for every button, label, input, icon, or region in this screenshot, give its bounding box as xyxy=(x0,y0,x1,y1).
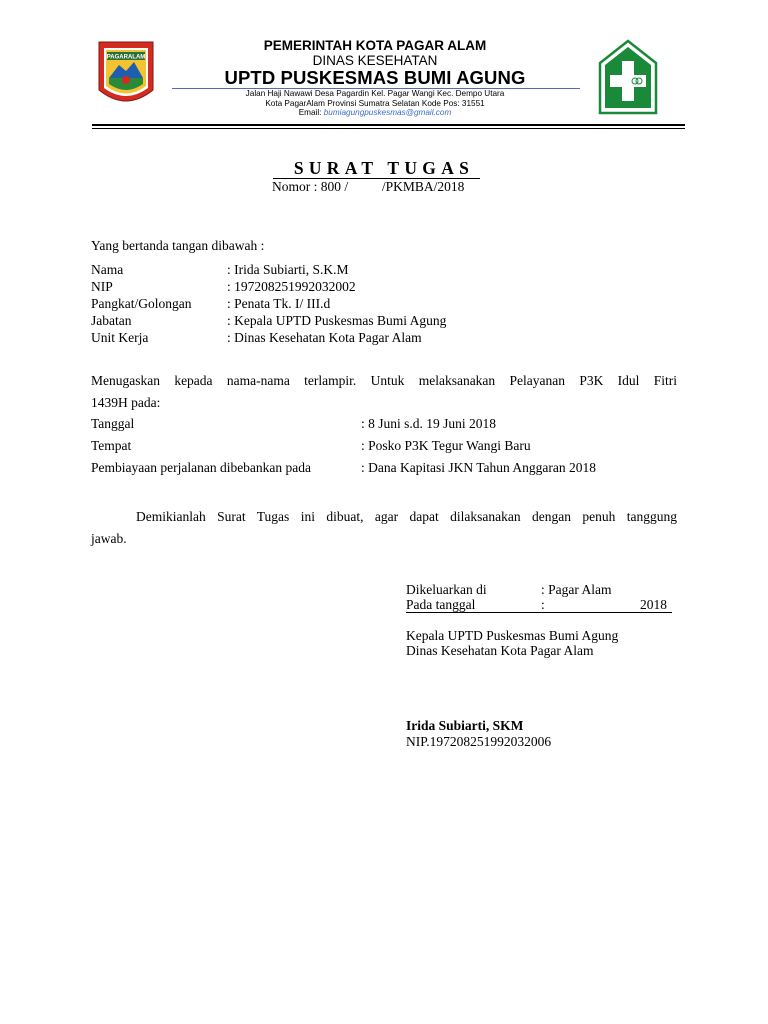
task-value-tanggal: : 8 Juni s.d. 19 Juni 2018 xyxy=(361,416,497,431)
field-value-nama: : Irida Subiarti, S.K.M xyxy=(227,262,349,277)
emblem-lettering: PAGARALAM xyxy=(106,54,146,61)
closing-paragraph-line1: Demikianlah Surat Tugas ini dibuat, agar dapat dilaksanakan dengan penuh tanggung xyxy=(136,509,677,524)
assignment-paragraph-line2: 1439H pada: xyxy=(91,395,161,410)
field-value-unit-kerja: : Dinas Kesehatan Kota Pagar Alam xyxy=(227,330,422,345)
signer-position-line2: Dinas Kesehatan Kota Pagar Alam xyxy=(406,643,594,658)
header-address-line1: Jalan Haji Nawawi Desa Pagardin Kel. Pagar Wangi Kec. Dempo Utara xyxy=(245,89,505,98)
closing-paragraph-line2: jawab. xyxy=(91,531,127,546)
letterhead-rule-thick xyxy=(92,124,685,126)
task-label-pembiayaan: Pembiayaan perjalanan dibebankan pada xyxy=(91,460,312,475)
document-number: Nomor : 800 / /PKMBA/2018 xyxy=(272,179,465,194)
header-institution: UPTD PUSKESMAS BUMI AGUNG xyxy=(224,67,526,88)
field-label-nama: Nama xyxy=(91,262,124,277)
letterhead-rule-thin xyxy=(92,128,685,129)
issued-date-colon: : xyxy=(541,597,545,612)
field-value-pangkat: : Penata Tk. I/ III.d xyxy=(227,296,331,311)
city-emblem-logo xyxy=(97,38,155,110)
issued-place-value: : Pagar Alam xyxy=(541,582,612,597)
issued-date-label: Pada tanggal xyxy=(406,597,476,612)
email-link[interactable]: bumiagungpuskesmas@gmail.com xyxy=(323,108,452,117)
header-department: DINAS KESEHATAN xyxy=(312,53,438,68)
issued-place-label: Dikeluarkan di xyxy=(406,582,487,597)
issued-date-underline xyxy=(406,612,672,613)
signer-name: Irida Subiarti, SKM xyxy=(406,718,524,733)
intro-text: Yang bertanda tangan dibawah : xyxy=(91,238,265,253)
field-value-nip: : 197208251992032002 xyxy=(227,279,356,294)
field-label-nip: NIP xyxy=(91,279,113,294)
field-label-unit-kerja: Unit Kerja xyxy=(91,330,149,345)
header-email-line xyxy=(175,108,575,118)
field-label-pangkat: Pangkat/Golongan xyxy=(91,296,192,311)
field-label-jabatan: Jabatan xyxy=(91,313,132,328)
document-title: SURAT TUGAS xyxy=(293,158,475,178)
task-value-pembiayaan: : Dana Kapitasi JKN Tahun Anggaran 2018 xyxy=(361,460,597,475)
issued-date-year: 2018 xyxy=(640,597,667,612)
header-government: PEMERINTAH KOTA PAGAR ALAM xyxy=(263,38,487,53)
field-value-jabatan: : Kepala UPTD Puskesmas Bumi Agung xyxy=(227,313,447,328)
task-label-tempat: Tempat xyxy=(91,438,132,453)
signer-nip: NIP.197208251992032006 xyxy=(406,734,552,749)
signer-position-line1: Kepala UPTD Puskesmas Bumi Agung xyxy=(406,628,619,643)
email-label: Email: xyxy=(298,108,322,117)
header-address-line2: Kota PagarAlam Provinsi Sumatra Selatan Kode Pos: 31551 xyxy=(265,98,485,108)
puskesmas-logo xyxy=(598,39,658,115)
task-value-tempat: : Posko P3K Tegur Wangi Baru xyxy=(361,438,531,453)
assignment-paragraph-line1: Menugaskan kepada nama-nama terlampir. Untuk melaksanakan Pelayanan P3K Idul Fitri xyxy=(91,373,677,388)
task-label-tanggal: Tanggal xyxy=(91,416,135,431)
